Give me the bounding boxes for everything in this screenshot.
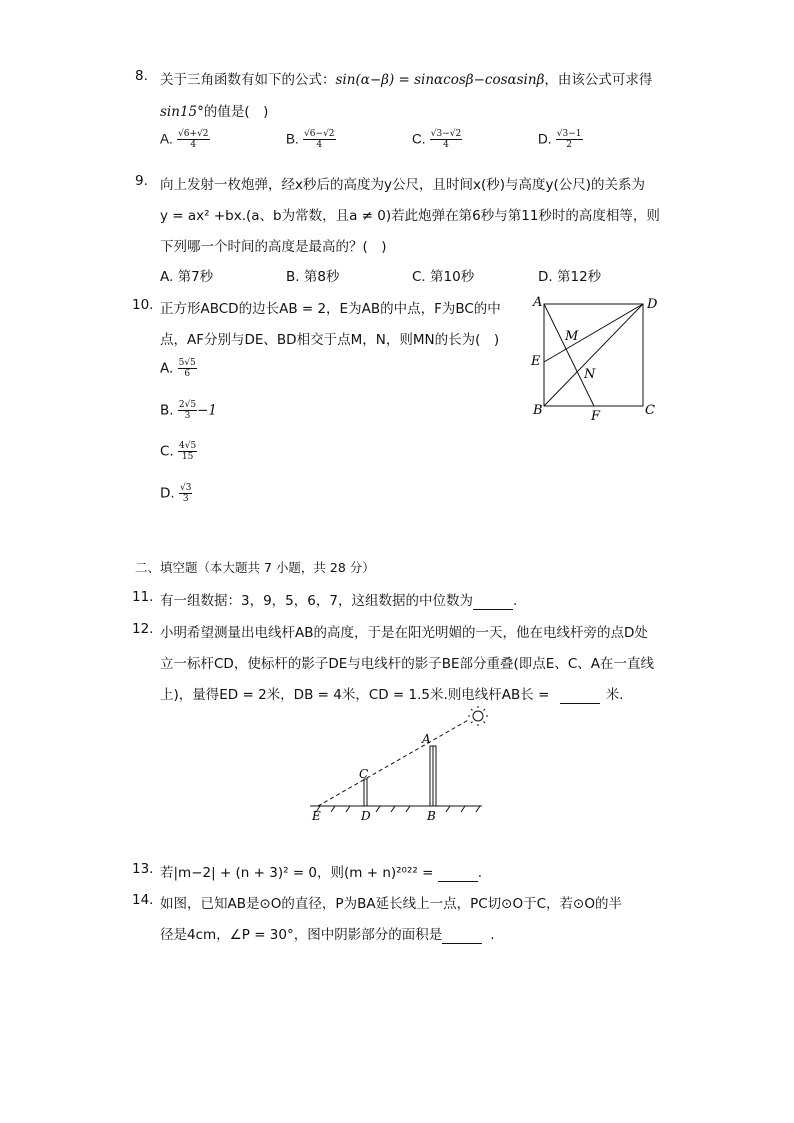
q12-line2: 立一标杆CD，使标杆的影子DE与电线杆的影子BE部分重叠(即点E、C、A在一直线 <box>160 656 654 672</box>
label-a: A <box>533 295 543 310</box>
q8-option-a-label: A. <box>160 131 173 147</box>
label-d: D <box>647 297 658 312</box>
q8-line2-text: 的值是( ) <box>203 104 269 120</box>
q8-option-d <box>538 129 583 150</box>
q9-option-c: C. 第10秒 <box>412 269 475 285</box>
q13-number: 13. <box>132 861 154 877</box>
q8-number: 8. <box>135 68 148 84</box>
q14-line2: 径是4cm，∠P = 30°，图中阴影部分的面积是 . <box>160 927 495 943</box>
q9-option-d: D. 第12秒 <box>538 269 602 285</box>
q8-option-b <box>286 129 336 150</box>
q10-option-d: D. $\frac{√3}{3}$ <box>160 483 192 504</box>
label-f: F <box>591 409 601 424</box>
q9-option-b: B. 第8秒 <box>286 269 340 285</box>
q14-line1: 如图，已知AB是⊙O的直径，P为BA延长线上一点，PC切⊙O于C，若⊙O的半 <box>160 896 622 912</box>
section2-title: 二、填空题（本大题共 7 小题，共 28 分） <box>135 560 375 575</box>
q14-answer-blank[interactable] <box>442 927 482 944</box>
segment-af <box>544 304 594 406</box>
label-a: A <box>422 732 431 746</box>
ground-hatching <box>316 806 480 812</box>
label-b: B <box>427 809 436 823</box>
q10-option-b: B. $\frac{2√5}{3}$ −1 <box>160 400 217 421</box>
q8-option-c-fraction: $\frac{√3-√2}{4}$ <box>430 129 462 150</box>
q9-number: 9. <box>135 173 148 189</box>
q11-answer-blank[interactable] <box>473 593 513 610</box>
q13-line: 若|m−2| + (n + 3)² = 0，则(m + n)²⁰²² = . <box>160 865 482 881</box>
q8-option-b-label: B. <box>286 131 299 147</box>
q8-text-b: ，由该公式可求得 <box>544 72 653 88</box>
label-b: B <box>533 403 543 418</box>
label-c: C <box>645 403 655 418</box>
q11-line: 有一组数据：3，9，5，6，7，这组数据的中位数为 . <box>160 593 518 609</box>
label-d: D <box>361 809 371 823</box>
label-m: M <box>565 329 579 344</box>
q8-option-d-label: D. <box>538 131 552 147</box>
segment-de <box>544 304 643 362</box>
stick-cd <box>364 779 367 806</box>
q12-answer-blank[interactable] <box>560 687 600 704</box>
label-e: E <box>531 354 541 369</box>
q8-line2-expr: sin15° <box>160 104 204 120</box>
q12-line3: 上)，量得ED = 2米，DB = 4米，CD = 1.5米.则电线杆AB长 = 米. <box>160 687 624 703</box>
q12-pole-figure <box>300 705 500 830</box>
q10-option-a: A. $\frac{5√5}{6}$ <box>160 358 196 379</box>
q9-line3: 下列哪一个时间的高度是最高的？( ) <box>160 239 387 255</box>
q12-line1: 小明希望测量出电线杆AB的高度，于是在阳光明媚的一天，他在电线杆旁的点D处 <box>160 625 648 641</box>
segment-bd <box>544 304 643 406</box>
q8-option-c <box>412 129 462 150</box>
q10-line1: 正方形ABCD的边长AB = 2，E为AB的中点，F为BC的中 <box>160 301 501 317</box>
sun-icon <box>468 706 488 726</box>
q10-line2: 点，AF分别与DE、BD相交于点M，N，则MN的长为( ) <box>160 332 500 348</box>
q10-number: 10. <box>132 297 154 313</box>
q8-option-b-fraction: $\frac{√6-√2}{4}$ <box>304 129 335 150</box>
q8-option-a <box>160 129 210 150</box>
q9-option-a: A. 第7秒 <box>160 269 214 285</box>
q14-number: 14. <box>132 892 154 908</box>
label-e: E <box>312 809 321 823</box>
q10-square-figure <box>525 290 665 425</box>
label-n: N <box>584 367 596 382</box>
q11-number: 11. <box>132 589 154 605</box>
q9-line2: y = ax² +bx.(a、b为常数，且a ≠ 0)若此炮弹在第6秒与第11秒时的高度相等，则 <box>160 208 660 224</box>
sun-ray-dashed <box>318 719 470 806</box>
q8-line1 <box>160 68 652 88</box>
q8-text-a: 关于三角函数有如下的公式： <box>160 72 336 88</box>
q13-answer-blank[interactable] <box>438 865 478 882</box>
q8-option-c-label: C. <box>412 131 426 147</box>
q8-formula: sin(α−β) = sinαcosβ−cosαsinβ <box>335 72 545 88</box>
q12-number: 12. <box>132 621 154 637</box>
q8-option-a-fraction: $\frac{√6+√2}{4}$ <box>178 129 209 150</box>
q10-option-c: C. $\frac{4√5}{15}$ <box>160 441 197 462</box>
label-c: C <box>359 767 369 781</box>
q8-line2 <box>160 100 268 120</box>
q8-option-d-fraction: $\frac{√3-1}{2}$ <box>556 129 582 150</box>
q9-line1: 向上发射一枚炮弹，经x秒后的高度为y公尺，且时间x(秒)与高度y(公尺)的关系为 <box>160 177 646 193</box>
